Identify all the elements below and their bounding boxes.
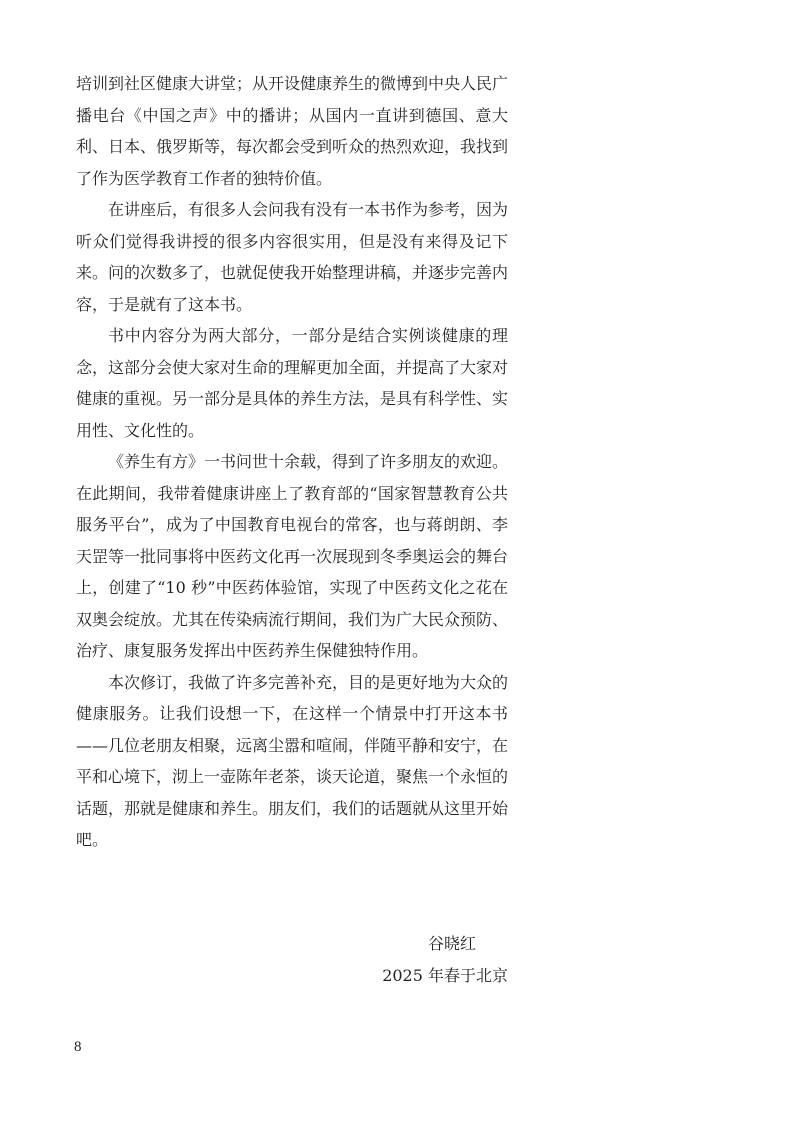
- paragraph-book-structure: 书中内容分为两大部分，一部分是结合实例谈健康的理念，这部分会使大家对生命的理解更加全面，并提高了大家对健康的重视。另一部分是具体的养生方法，是具有科学性、实用性、文化性的。: [76, 326, 509, 440]
- paragraph-revision: 本次修订，我做了许多完善补充，目的是更好地为大众的健康服务。让我们设想一下，在这样一个情景中打开这本书——几位老朋友相聚，远离尘嚣和喧闹，伴随平静和安宁，在平和心境下，沏上一壶陈年老茶，谈天论道，聚焦一个永恒的话题，那就是健康和养生。朋友们，我们的话题就从这里开始吧。: [76, 672, 509, 849]
- date-place: 2025 年春于北京: [382, 965, 508, 985]
- paragraph-lecture-questions: 在讲座后，有很多人会问我有没有一本书作为参考，因为听众们觉得我讲授的很多内容很实用，但是没有来得及记下来。问的次数多了，也就促使我开始整理讲稿，并逐步完善内容，于是就有了这本书。: [76, 200, 509, 314]
- preface-body: [76, 68, 508, 856]
- page-number: 8: [74, 1039, 82, 1055]
- paragraph-book-history: 《养生有方》一书问世十余载，得到了许多朋友的欢迎。在此期间，我带着健康讲座上了教育部的“国家智慧教育公共服务平台”，成为了中国教育电视台的常客，也与蒋朗朗、李天罡等一批同事将中医药文化再一次展现到冬季奥运会的舞台上，创建了“10 秒”中医药体验馆，实现了中医药文化之花在双奥会绽放。尤其在传染病流行期间，我们为广大民众预防、治疗、康复服务发挥出中医药养生保健独特作用。: [76, 452, 509, 660]
- author-name: 谷晓红: [427, 934, 476, 953]
- paragraph-continuation: 培训到社区健康大讲堂；从开设健康养生的微博到中央人民广播电台《中国之声》中的播讲；从国内一直讲到德国、意大利、日本、俄罗斯等，每次都会受到听众的热烈欢迎，我找到了作为医学教育工作者的独特价值。: [76, 74, 509, 188]
- signature-block: [382, 928, 508, 991]
